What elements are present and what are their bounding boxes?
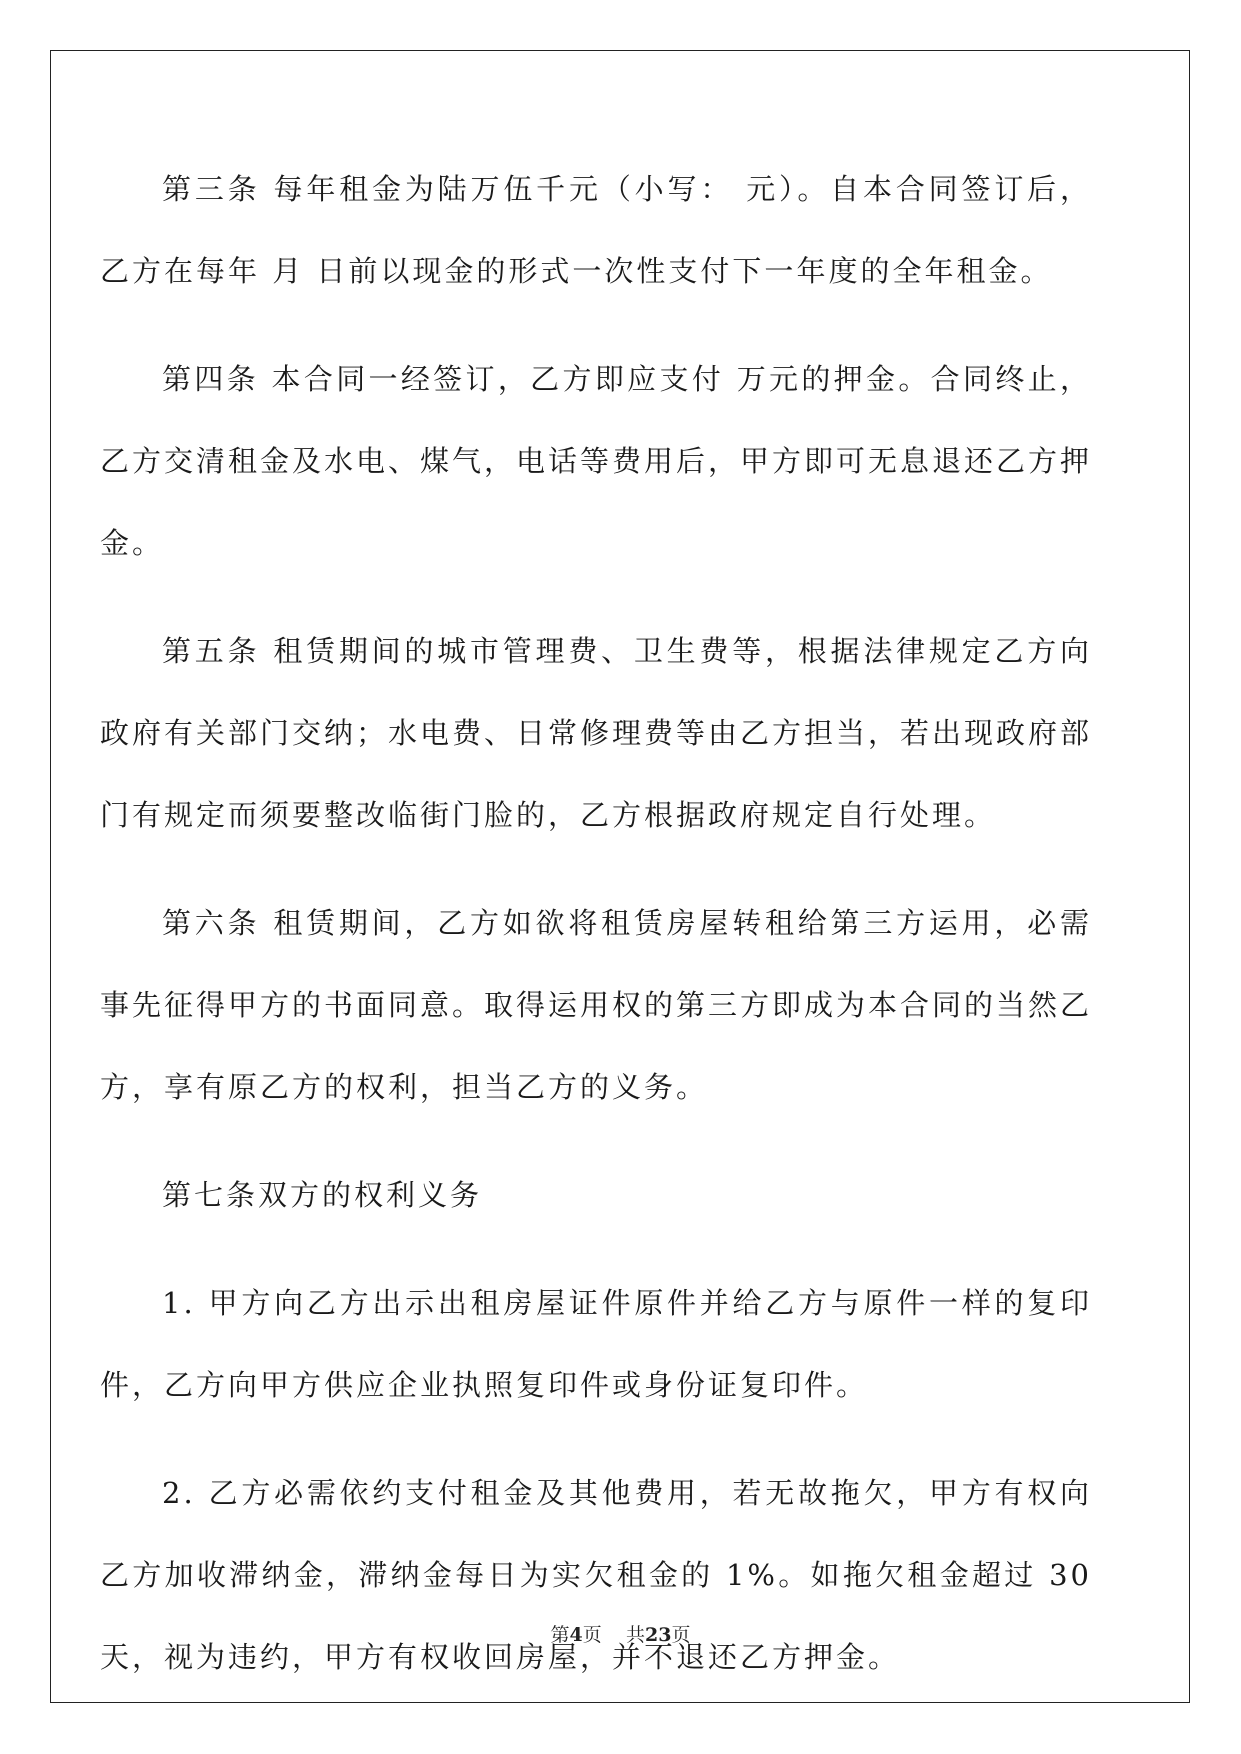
page-footer bbox=[0, 1620, 1241, 1647]
total-suffix: 页 bbox=[671, 1624, 691, 1646]
document-body bbox=[100, 148, 1092, 1724]
clause-6-paragraph: 第六条 租赁期间，乙方如欲将租赁房屋转租给第三方运用，必需事先征得甲方的书面同意。取得运用权的第三方即成为本合同的当然乙方，享有原乙方的权利，担当乙方的义务。 bbox=[100, 906, 1093, 1104]
clause-7-item-1: 1. 甲方向乙方出示出租房屋证件原件并给乙方与原件一样的复印件，乙方向甲方供应企业执照复印件或身份证复印件。 bbox=[100, 1286, 1092, 1402]
clause-7-heading: 第七条双方的权利义务 bbox=[162, 1178, 483, 1212]
total-prefix: 共 bbox=[625, 1624, 645, 1646]
page-suffix: 页 bbox=[582, 1624, 602, 1646]
page-prefix: 第 bbox=[550, 1624, 570, 1646]
page-total: 23 bbox=[644, 1624, 672, 1646]
clause-4-paragraph: 第四条 本合同一经签订，乙方即应支付 万元的押金。合同终止，乙方交清租金及水电、煤气，电话等费用后，甲方即可无息退还乙方押金。 bbox=[100, 362, 1093, 560]
clause-7-item-2: 2. 乙方必需依约支付租金及其他费用，若无故拖欠，甲方有权向乙方加收滞纳金，滞纳金每日为实欠租金的 1%。如拖欠租金超过 30 天，视为违约，甲方有权收回房屋，并不退还乙方押金。 bbox=[100, 1476, 1092, 1674]
clause-5-paragraph: 第五条 租赁期间的城市管理费、卫生费等，根据法律规定乙方向政府有关部门交纳；水电费、日常修理费等由乙方担当，若出现政府部门有规定而须要整改临街门脸的，乙方根据政府规定自行处理。 bbox=[100, 634, 1093, 832]
page-current: 4 bbox=[569, 1624, 583, 1646]
clause-3-paragraph: 第三条 每年租金为陆万伍千元（小写： 元）。自本合同签订后，乙方在每年 月 日前以现金的形式一次性支付下一年度的全年租金。 bbox=[100, 172, 1092, 288]
